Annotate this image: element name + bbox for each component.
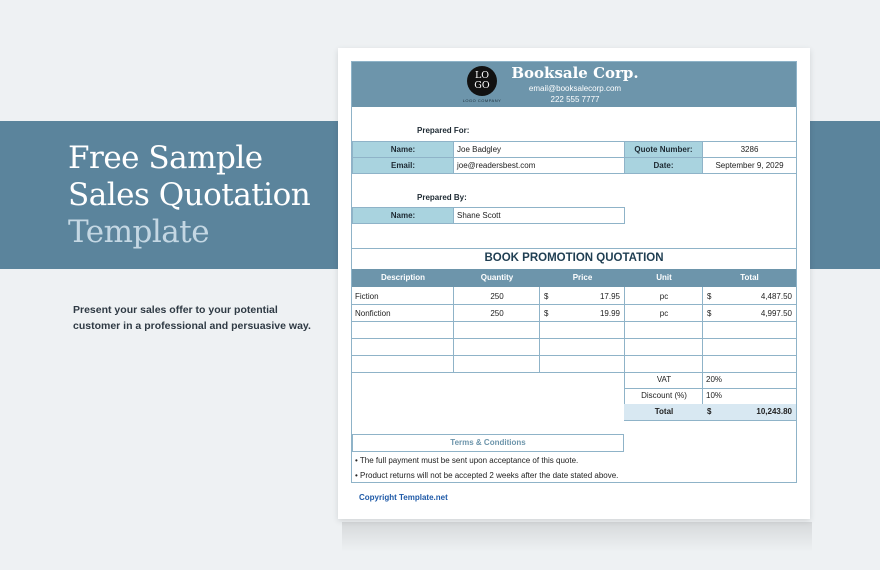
term-item: • The full payment must be sent upon acceptance of this quote.	[355, 456, 579, 465]
row2-price: 19.99	[599, 309, 620, 318]
discount-label: Discount (%)	[641, 391, 687, 400]
company-phone: 222 555 7777	[550, 95, 600, 104]
paper-shadow	[342, 522, 812, 552]
row1-price-currency: $	[544, 292, 549, 301]
col-quantity-header: Quantity	[480, 273, 514, 282]
prepared-for-heading: Prepared For:	[417, 126, 470, 135]
client-name-label: Name:	[352, 141, 454, 158]
items-table-header	[352, 269, 796, 287]
client-email-value: joe@readersbest.com	[453, 157, 625, 174]
quote-date-value: September 9, 2029	[702, 157, 797, 174]
row1-unit: pc	[659, 292, 669, 301]
quotation-document	[351, 61, 797, 483]
col-description-header: Description	[380, 273, 425, 282]
discount-value: 10%	[706, 391, 723, 400]
grand-total-label: Total	[654, 407, 674, 416]
row2-unit: pc	[659, 309, 669, 318]
row1-quantity: 250	[490, 292, 504, 301]
grand-total-value: 10,243.80	[756, 407, 792, 416]
hero-title-line3: Template	[68, 214, 210, 250]
quote-number-label: Quote Number:	[624, 141, 703, 158]
col-total-header: Total	[740, 273, 759, 282]
quote-number-value: 3286	[702, 141, 797, 158]
hero-description: Present your sales offer to your potential customer in a professional and persuasive way.	[73, 304, 311, 332]
vat-label: VAT	[656, 375, 672, 384]
col-unit-header: Unit	[656, 273, 672, 282]
row1-total-currency: $	[707, 292, 712, 301]
row2-total: 4,997.50	[760, 309, 792, 318]
company-name: Booksale Corp.	[511, 64, 639, 82]
row2-total-currency: $	[707, 309, 712, 318]
row2-quantity: 250	[490, 309, 504, 318]
hero-title-line1: Free Sample	[68, 140, 263, 176]
copyright-link[interactable]: Copyright Template.net	[359, 493, 448, 502]
summary-divider	[624, 420, 796, 421]
quote-date-label: Date:	[624, 157, 703, 174]
row1-description: Fiction	[355, 292, 379, 301]
prepared-by-heading: Prepared By:	[417, 193, 467, 202]
logo-caption: LOGO COMPANY	[462, 98, 502, 103]
client-name-value: Joe Badgley	[453, 141, 625, 158]
hero-title-line2: Sales Quotation	[68, 177, 311, 213]
row2-price-currency: $	[544, 309, 549, 318]
col-price-header: Price	[572, 273, 593, 282]
row-divider	[352, 338, 796, 339]
vat-value: 20%	[706, 375, 723, 384]
logo-icon: LO GO	[467, 66, 497, 96]
company-email: email@booksalecorp.com	[528, 84, 622, 93]
quotation-paper	[338, 48, 810, 519]
term-item: • Product returns will not be accepted 2 weeks after the date stated above.	[355, 471, 619, 480]
grand-total-currency: $	[707, 407, 712, 416]
terms-heading: Terms & Conditions	[352, 434, 624, 452]
company-header	[352, 62, 796, 107]
section-title: BOOK PROMOTION QUOTATION	[484, 252, 664, 264]
preparer-name-label: Name:	[352, 207, 454, 224]
row-divider	[352, 355, 796, 356]
preparer-name-value: Shane Scott	[453, 207, 625, 224]
hero-title	[68, 140, 310, 251]
row2-description: Nonfiction	[355, 309, 391, 318]
client-email-label: Email:	[352, 157, 454, 174]
row1-total: 4,487.50	[760, 292, 792, 301]
row1-price: 17.95	[599, 292, 620, 301]
